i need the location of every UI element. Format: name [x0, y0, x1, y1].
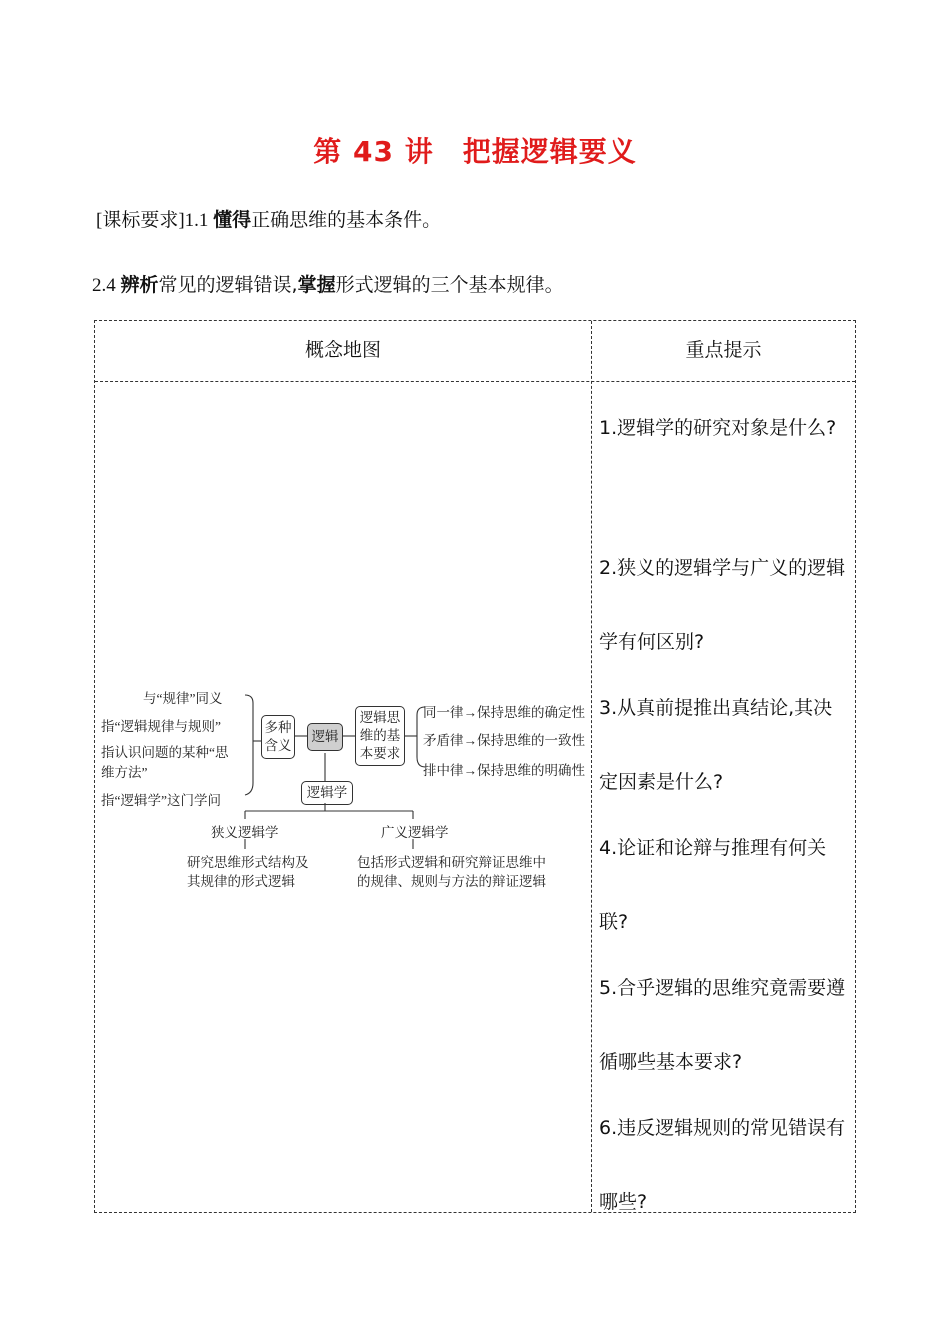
- law-item: 矛盾律→保持思维的一致性: [423, 733, 585, 748]
- hint-item: 2.狭义的逻辑学与广义的逻辑学有何区别?: [599, 557, 846, 653]
- multi-meaning-box: [261, 715, 295, 759]
- requirement-text: 正确思维的基本条件。: [251, 209, 442, 231]
- requirement-prefix: 2.4: [92, 275, 121, 296]
- key-hints-list: [599, 391, 851, 1231]
- narrow-logic-desc: 研究思维形式结构及: [187, 855, 309, 870]
- requirement-line-1: [96, 205, 441, 232]
- core-logic-box: 逻辑: [307, 723, 343, 751]
- requirement-keyword: 懂得: [213, 209, 252, 231]
- box-text: 维的基: [359, 728, 401, 743]
- hint-item: 6.违反逻辑规则的常见错误有哪些?: [599, 1117, 846, 1213]
- law-item: 排中律→保持思维的明确性: [423, 763, 585, 778]
- hint-item: 1.逻辑学的研究对象是什么?: [599, 417, 837, 439]
- requirement-box: [355, 706, 405, 766]
- requirement-text: 常见的逻辑错误,: [158, 274, 298, 296]
- broad-logic-desc: 的规律、规则与方法的辩证逻辑: [357, 874, 546, 889]
- box-text: 多种: [264, 720, 292, 735]
- concept-table: [94, 320, 856, 1213]
- hint-item: 5.合乎逻辑的思维究竟需要遵循哪些基本要求?: [599, 977, 846, 1073]
- requirement-text: 形式逻辑的三个基本规律。: [335, 274, 564, 296]
- box-text: 本要求: [359, 746, 401, 761]
- requirement-line-2: [92, 270, 564, 297]
- meaning-item: 指“逻辑规律与规则”: [101, 719, 221, 734]
- header-divider: [95, 381, 855, 382]
- column-divider: [591, 321, 592, 1212]
- box-text: 逻辑思: [359, 710, 401, 725]
- column-header-key-hints: 重点提示: [685, 339, 762, 361]
- broad-logic-desc: 包括形式逻辑和研究辩证思维中: [357, 855, 546, 870]
- hint-item: 4.论证和论辩与推理有何关联?: [599, 837, 827, 933]
- narrow-logic-label: 狭义逻辑学: [211, 825, 279, 840]
- law-item: 同一律→保持思维的确定性: [423, 705, 585, 720]
- box-text: 含义: [264, 738, 292, 753]
- requirement-keyword: 掌握: [297, 274, 336, 296]
- concept-map: [95, 671, 591, 901]
- column-header-concept-map: 概念地图: [304, 339, 381, 361]
- requirement-keyword: 辨析: [120, 274, 159, 296]
- meaning-item: 指“逻辑学”这门学问: [101, 793, 221, 808]
- page-title: 第 43 讲 把握逻辑要义: [313, 135, 637, 168]
- meaning-item: 维方法”: [101, 765, 148, 780]
- meaning-item: 与“规律”同义: [143, 691, 223, 706]
- hint-item: 3.从真前提推出真结论,其决定因素是什么?: [599, 697, 833, 793]
- meanings-bracket: [245, 695, 253, 795]
- requirement-prefix: [课标要求]1.1: [96, 210, 214, 231]
- narrow-logic-desc: 其规律的形式逻辑: [187, 874, 295, 889]
- logic-science-box: 逻辑学: [301, 781, 353, 805]
- meaning-item: 指认识问题的某种“思: [101, 745, 229, 760]
- broad-logic-label: 广义逻辑学: [381, 825, 449, 840]
